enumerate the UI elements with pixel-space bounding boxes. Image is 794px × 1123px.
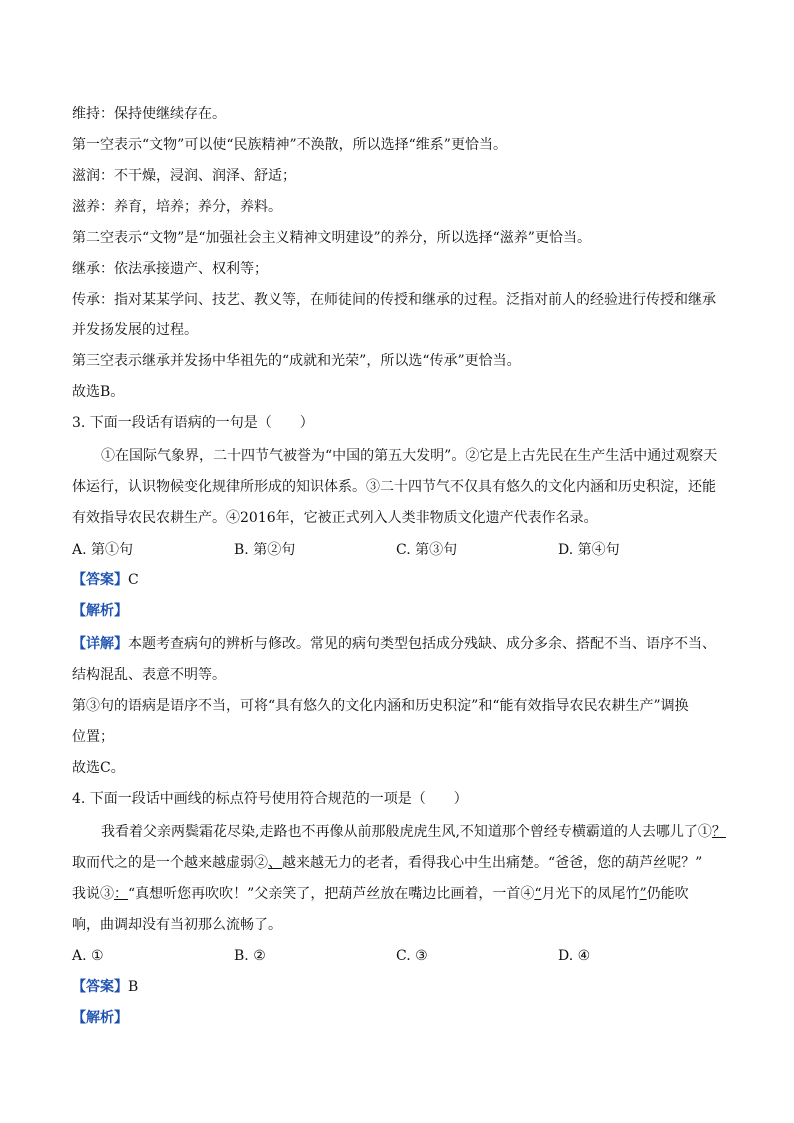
passage-line: [72, 853, 702, 873]
text-line: 第一空表示“文物”可以使“民族精神”不涣散，所以选择“维系”更恰当。: [72, 137, 507, 153]
question-stem: 4. 下面一段话中画线的标点符号使用符合规范的一项是（ ）: [72, 791, 468, 807]
text-line: 滋润：不干燥，浸润、润泽、舒适；: [72, 168, 296, 184]
analysis-line: [72, 1008, 128, 1028]
underlined-punctuation: ”: [639, 886, 647, 902]
detail-line: 位置；: [72, 729, 114, 745]
passage-line: [101, 822, 726, 842]
passage-text: 月光下的凤尾竹: [541, 886, 640, 902]
passage-text: 我说③: [72, 886, 114, 902]
option-a: A. 第①句: [72, 542, 134, 558]
text-line: 并发扬发展的过程。: [72, 322, 198, 338]
passage-line: 体运行，认识物候变化规律所形成的知识体系。③二十四节气不仅具有悠久的文化内涵和历史积淀，还能: [72, 479, 716, 495]
analysis-tag: 【解析】: [72, 1010, 128, 1026]
analysis-line: [72, 601, 128, 621]
passage-line: ①在国际气象界，二十四节气被誉为“中国的第五大发明”。②它是上古先民在生产生活中通过观察天: [101, 448, 718, 464]
text-line: 第三空表示继承并发扬中华祖先的“成就和光荣”，所以选“传承”更恰当。: [72, 353, 521, 369]
text-line: 维持：保持使继续存在。: [72, 106, 226, 122]
answer-line: [72, 977, 138, 997]
detail-line: 故选C。: [72, 760, 125, 776]
text-line: 继承：依法承接遗产、权利等；: [72, 261, 268, 277]
passage-line: 有效指导农民农耕生产。④2016年，它被正式列入人类非物质文化遗产代表作名录。: [72, 510, 598, 526]
passage-text: 我看着父亲两鬓霜花尽染,走路也不再像从前那般虎虎生风,不知道那个曾经专横霸道的人去哪儿了①: [101, 824, 712, 840]
passage-text: 越来越无力的老者，看得我心中生出痛楚。“爸爸，您的葫芦丝呢？”: [282, 855, 703, 871]
passage-text: 仍能吹: [646, 886, 689, 902]
passage-text: 取而代之的是一个越来越虚弱②: [72, 855, 268, 871]
question-stem: 3. 下面一段话有语病的一句是（ ）: [72, 415, 314, 431]
detail-line: 结构混乱、表意不明等。: [72, 667, 226, 683]
detail-line: 第③句的语病是语序不当，可将“具有悠久的文化内涵和历史积淀”和“能有效指导农民农耕生产”调换: [72, 698, 689, 714]
passage-text: “真想听您再吹吹！”父亲笑了，把葫芦丝放在嘴边比画着，一首④: [128, 886, 535, 902]
text-line: 第二空表示“文物”是“加强社会主义精神文明建设”的养分，所以选择“滋养”更恰当。: [72, 230, 591, 246]
option-c: C. 第③句: [396, 542, 458, 558]
passage-line: [72, 884, 689, 904]
option-d: D. 第④句: [558, 542, 620, 558]
text-line: 滋养：养育，培养；养分，养料。: [72, 199, 282, 215]
underlined-punctuation: ？: [711, 824, 726, 840]
passage-line: 响，曲调却没有当初那么流畅了。: [72, 917, 282, 933]
option-b: B. ②: [234, 948, 266, 964]
underlined-punctuation: “: [534, 886, 542, 902]
text-line: 传承：指对某某学问、技艺、教义等，在师徒间的传授和继承的过程。泛指对前人的经验进行传授和继承: [72, 292, 716, 308]
detail-line: [72, 634, 716, 654]
answer-tag: 【答案】: [72, 572, 128, 588]
answer-value: B: [128, 979, 139, 995]
option-c: C. ③: [396, 948, 428, 964]
underlined-punctuation: ：: [114, 886, 128, 902]
analysis-tag: 【解析】: [72, 603, 128, 619]
option-b: B. 第②句: [234, 542, 296, 558]
text-line: 故选B。: [72, 384, 125, 400]
answer-value: C: [128, 572, 139, 588]
answer-tag: 【答案】: [72, 979, 128, 995]
option-d: D. ④: [558, 948, 591, 964]
option-a: A. ①: [72, 948, 104, 964]
underlined-punctuation: 、: [268, 855, 282, 871]
answer-line: [72, 570, 139, 590]
detail-tag: 【详解】: [72, 636, 128, 652]
detail-text: 本题考查病句的辨析与修改。常见的病句类型包括成分残缺、成分多余、搭配不当、语序不当、: [128, 636, 716, 652]
